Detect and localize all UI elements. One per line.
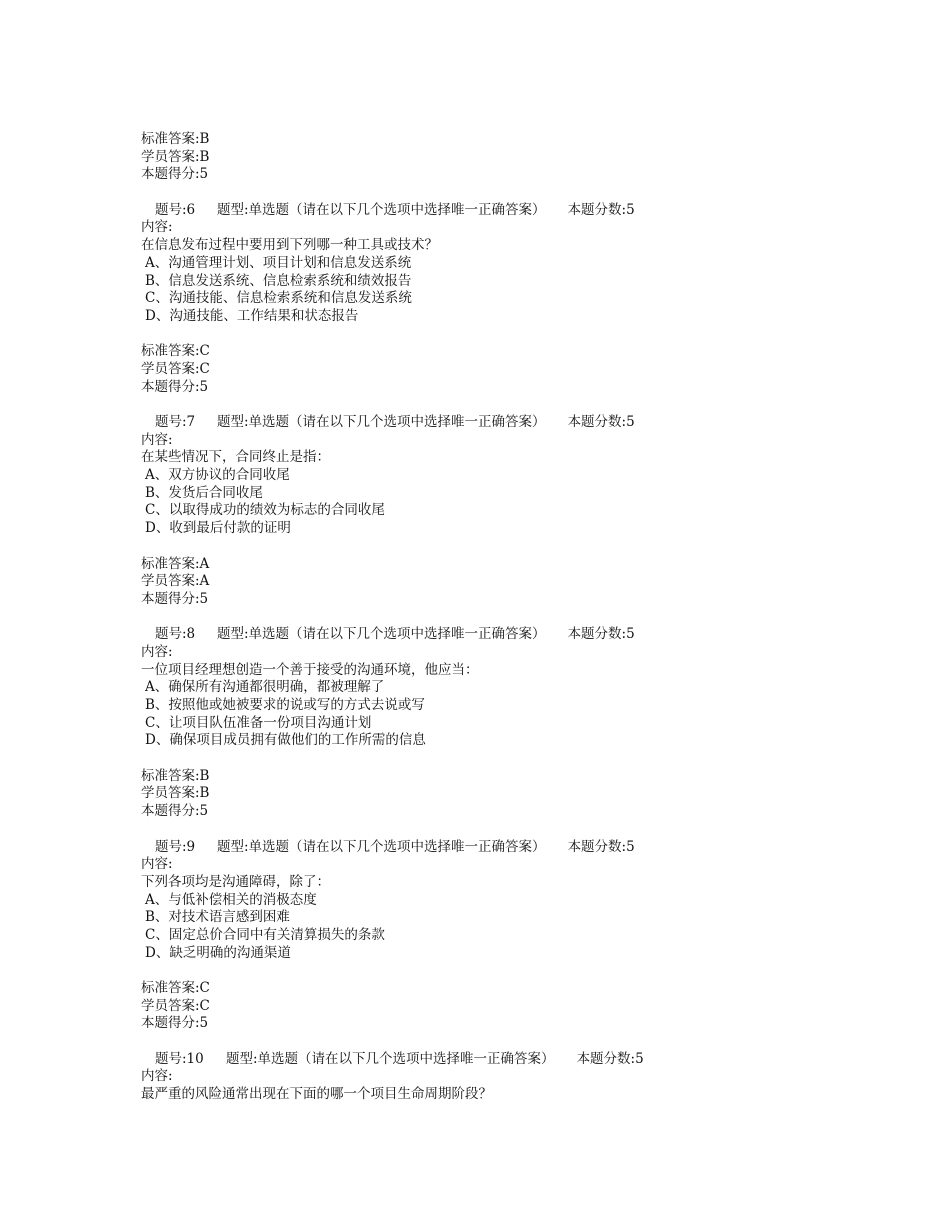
question-score: 本题得分:5 bbox=[141, 590, 209, 607]
question-number: 题号:8 bbox=[155, 626, 196, 643]
option-a: A、双方协议的合同收尾 bbox=[145, 467, 290, 484]
standard-answer: 标准答案:B bbox=[141, 767, 210, 784]
question-points: 本题分数:5 bbox=[576, 1050, 644, 1067]
question-type: 题型:单选题（请在以下几个选项中选择唯一正确答案） bbox=[217, 414, 546, 430]
question-block bbox=[141, 1051, 921, 1104]
question-stem: 最严重的风险通常出现在下面的哪一个项目生命周期阶段？ bbox=[141, 1086, 492, 1103]
option-b: B、发货后合同收尾 bbox=[145, 484, 263, 501]
standard-answer: 标准答案:B bbox=[141, 131, 210, 147]
content-label: 内容: bbox=[141, 643, 173, 660]
question-header bbox=[141, 202, 921, 220]
spacer bbox=[141, 821, 921, 839]
question-score: 本题得分:5 bbox=[141, 378, 209, 395]
spacer bbox=[141, 962, 921, 980]
option-d: D、收到最后付款的证明 bbox=[145, 520, 291, 537]
question-score: 本题得分:5 bbox=[141, 166, 209, 183]
standard-answer: 标准答案:C bbox=[141, 343, 210, 360]
question-score: 本题得分:5 bbox=[141, 1015, 209, 1032]
student-answer: 学员答案:B bbox=[141, 148, 210, 165]
question-header bbox=[141, 414, 921, 432]
option-c: C、沟通技能、信息检索系统和信息发送系统 bbox=[145, 290, 412, 307]
question-stem: 下列各项均是沟通障碍，除了： bbox=[141, 873, 330, 890]
student-answer: 学员答案:C bbox=[141, 360, 210, 377]
standard-answer: 标准答案:C bbox=[141, 980, 210, 996]
content-label: 内容: bbox=[141, 1068, 173, 1085]
option-a: A、与低补偿相关的消极态度 bbox=[145, 891, 317, 908]
question-header bbox=[141, 626, 921, 644]
question-stem: 在信息发布过程中要用到下列哪一种工具或技术？ bbox=[141, 237, 438, 254]
question-block bbox=[141, 839, 921, 1051]
option-a: A、沟通管理计划、项目计划和信息发送系统 bbox=[145, 254, 412, 271]
question-type: 题型:单选题（请在以下几个选项中选择唯一正确答案） bbox=[226, 1050, 555, 1067]
spacer bbox=[141, 750, 921, 768]
question-number: 题号:7 bbox=[155, 414, 196, 430]
option-a: A、确保所有沟通都很明确，都被理解了 bbox=[145, 679, 385, 696]
question-block bbox=[141, 202, 921, 414]
option-b: B、信息发送系统、信息检索系统和绩效报告 bbox=[145, 272, 412, 289]
question-type: 题型:单选题（请在以下几个选项中选择唯一正确答案） bbox=[217, 626, 546, 643]
question-points: 本题分数:5 bbox=[567, 626, 635, 643]
option-b: B、按照他或她被要求的说或写的方式去说或写 bbox=[145, 697, 425, 713]
student-answer: 学员答案:C bbox=[141, 997, 210, 1014]
question-points: 本题分数:5 bbox=[567, 414, 635, 430]
question-points: 本题分数:5 bbox=[567, 201, 635, 218]
spacer bbox=[141, 184, 921, 202]
spacer bbox=[141, 326, 921, 344]
student-answer: 学员答案:B bbox=[141, 785, 210, 802]
option-d: D、确保项目成员拥有做他们的工作所需的信息 bbox=[145, 732, 426, 749]
question-stem: 在某些情况下，合同终止是指： bbox=[141, 449, 330, 466]
option-d: D、沟通技能、工作结果和状态报告 bbox=[145, 307, 359, 324]
content-label: 内容: bbox=[141, 856, 173, 873]
spacer bbox=[141, 609, 921, 627]
question-points: 本题分数:5 bbox=[567, 838, 635, 855]
option-c: C、让项目队伍准备一份项目沟通计划 bbox=[145, 714, 372, 731]
question-number: 题号:6 bbox=[155, 201, 196, 218]
question-score: 本题得分:5 bbox=[141, 803, 209, 820]
question-type: 题型:单选题（请在以下几个选项中选择唯一正确答案） bbox=[217, 838, 546, 855]
question-block bbox=[141, 626, 921, 838]
question-block bbox=[141, 414, 921, 626]
student-answer: 学员答案:A bbox=[141, 573, 210, 590]
question-number: 题号:10 bbox=[155, 1050, 204, 1067]
question-header bbox=[141, 1051, 921, 1069]
standard-answer: 标准答案:A bbox=[141, 555, 210, 572]
question-header bbox=[141, 839, 921, 857]
exam-results-document bbox=[141, 131, 921, 1104]
option-c: C、以取得成功的绩效为标志的合同收尾 bbox=[145, 502, 385, 519]
question-stem: 一位项目经理想创造一个善于接受的沟通环境，他应当： bbox=[141, 661, 479, 678]
option-c: C、固定总价合同中有关清算损失的条款 bbox=[145, 926, 385, 943]
spacer bbox=[141, 538, 921, 556]
spacer bbox=[141, 396, 921, 414]
question-type: 题型:单选题（请在以下几个选项中选择唯一正确答案） bbox=[217, 201, 546, 218]
question-number: 题号:9 bbox=[155, 838, 196, 855]
option-d: D、缺乏明确的沟通渠道 bbox=[145, 944, 291, 961]
content-label: 内容: bbox=[141, 219, 173, 236]
content-label: 内容: bbox=[141, 431, 173, 448]
option-b: B、对技术语言感到困难 bbox=[145, 909, 290, 926]
spacer bbox=[141, 1033, 921, 1051]
